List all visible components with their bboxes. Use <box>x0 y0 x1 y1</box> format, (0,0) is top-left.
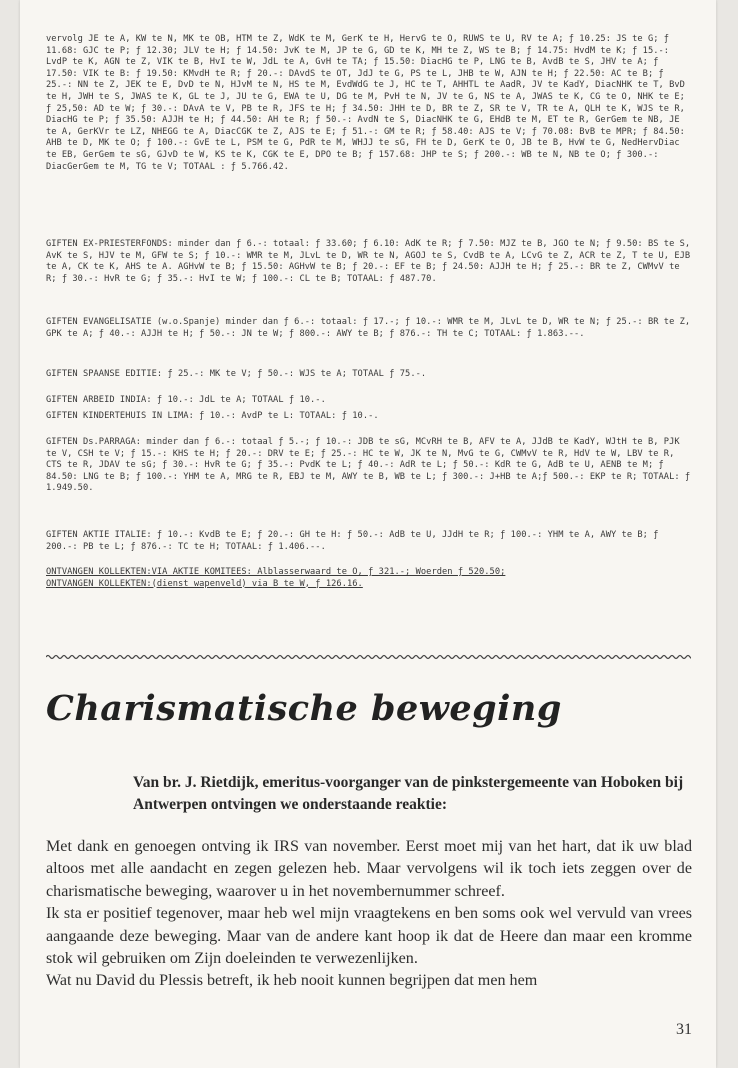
collection-line: ONTVANGEN KOLLEKTEN:(dienst wapenveld) via B te W, ƒ 126.16. <box>46 578 363 589</box>
article-paragraph: Met dank en genoegen ontving ik IRS van november. Eerst moet mij van het hart, dat ik uw blad altoos met alle aandacht en zegen gelezen heb. Maar vervolgens wil ik toch iets zeggen over de charismatische beweging, waarover u in het novembernummer schreef. <box>46 838 692 900</box>
donations-ex-priesterfonds <box>46 239 691 285</box>
donations-list-continued <box>46 34 691 173</box>
section-text: GIFTEN ARBEID INDIA: ƒ 10.-: JdL te A; TOTAAL ƒ 10.-. <box>46 395 326 405</box>
donations-arbeid-india <box>46 395 691 407</box>
donations-aktie-italie <box>46 530 691 553</box>
collection-line: ONTVANGEN KOLLEKTEN:VIA AKTIE KOMITEES: Alblasserwaard te O, ƒ 321.-; Woerden ƒ 520.50; <box>46 567 506 577</box>
donations-spaanse-editie <box>46 369 691 381</box>
article-body <box>46 836 692 993</box>
section-text: vervolg JE te A, KW te N, MK te OB, HTM te Z, WdK te M, GerK te H, HervG te O, RUWS te U, RV te A; ƒ 10.25: JS te G; ƒ 11.68: GJC te P; ƒ 12.30; JLV te H; ƒ 14.50: JvK te M, JP te G, GD te K, MH te Z, WS te B; ƒ 14.75: HvdM te K; ƒ 15.-: LvdP te K, AGN te Z, VIK te B, HvI te W, JdL te A, GvH te TA; ƒ 15.50: DiacHG te P, LNG te B, AvdB te S, JHV te A; ƒ 17.50: VIK te B: ƒ 19.50: KMvdH te R; ƒ 20.-: DAvdS te OT, JdJ te G, PS te L, JHB te W, AJN te H; ƒ 22.50: AC te B; ƒ 25.-: NN te Z, JEK te E, DvD te N, HJvM te N, HS te M, EvdWdG te J, HC te T, AHHTL te AadR, JV te KadY, DiacNHK te T, BvD te H, JWH te S, JWAS te K, GL te J, JU te G, EWA te U, DG te M, PvH te N, JV te G, NS te A, JWAS te K, CG te O, NHK te E; ƒ 25,50: AD te W; ƒ 30.-: DAvA te V, PB te R, JFS te H; ƒ 34.50: JHH te D, BR te Z, SR te V, TR te A, QLH te K, WJS te R, DiacHG te P; ƒ 35.50: AJJH te H; ƒ 44.50: AH te R; ƒ 50.-: AvdN te S, DiacNHK te G, EHdB te M, ET te R, GerGem te NB, JE te A, GerKVr te LZ, NHEGG te A, DiacCGK te Z, AJS te E; ƒ 51.-: GM te R; ƒ 58.40: AJS te V; ƒ 70.08: BvB te MPR; ƒ 84.50: AHB te D, MK te O; ƒ 100.-: GvE te L, PSM te G, PdR te M, WHJJ te sG, FH te D, GerK te O, JB te B, HvW te G, NedHervDiac te EB, GerGem te sG, GJvD te W, KS te K, CGK te E, DPO te B; ƒ 157.68: JHP te S; ƒ 200.-: WB te N, NB te O; ƒ 300.-: DiacGerGem te M, TG te V; TOTAAL : ƒ 5.766.42. <box>46 34 685 172</box>
section-text: GIFTEN Ds.PARRAGA: minder dan ƒ 6.-: totaal ƒ 5.-; ƒ 10.-: JDB te sG, MCvRH te B, AFV te A, JJdB te KadY, WJtH te B, PJK te V, CSH te V; ƒ 15.-: KHS te H; ƒ 20.-: DRV te E; ƒ 25.-: HC te W, JK te N, MvG te G, CWMvV te R, HdV te W, LBV te R, CTS te R, JDAV te sG; ƒ 30.-: HvR te G; ƒ 35.-: PvdK te L; ƒ 40.-: AdR te L; ƒ 50.-: KdR te G, AdB te U, AENB te M; ƒ 84.50: LNG te B; ƒ 100.-: YHM te A, MRG te R, EBJ te M, AWY te B, WB te L; ƒ 300.-: J+HB te A;ƒ 500.-: EKP te R; TOTAAL: ƒ 1.949.50. <box>46 437 691 494</box>
section-text: GIFTEN SPAANSE EDITIE: ƒ 25.-: MK te V; ƒ 50.-: WJS te A; TOTAAL ƒ 75.-. <box>46 369 427 379</box>
donations-evangelisatie <box>46 317 691 340</box>
article-paragraph: Wat nu David du Plessis betreft, ik heb nooit kunnen begrijpen dat men hem <box>46 972 538 990</box>
article-title: Charismatische beweging <box>46 688 562 729</box>
section-text: GIFTEN KINDERTEHUIS IN LIMA: ƒ 10.-: AvdP te L: TOTAAL: ƒ 10.-. <box>46 411 379 421</box>
wavy-divider <box>46 653 691 661</box>
donations-parraga <box>46 437 691 495</box>
article-intro: Van br. J. Rietdijk, emeritus-voorganger van de pinkstergemeente van Hoboken bij Antwerpen ontvingen we onderstaande reaktie: <box>133 774 684 813</box>
donations-kindertehuis-lima <box>46 411 691 423</box>
article-paragraph: Ik sta er positief tegenover, maar heb wel mijn vraagtekens en ben soms ook wel vervuld van vrees aangaande deze beweging. Maar van de andere kant hoop ik dat de Heere dan maar een kromme stok wil gebruiken om Zijn doeleinden te verwezenlijken. <box>46 905 692 968</box>
section-text: GIFTEN AKTIE ITALIE: ƒ 10.-: KvdB te E; ƒ 20.-: GH te H: ƒ 50.-: AdB te U, JJdH te R; ƒ 100.-: YHM te A, AWY te B; ƒ 200.-: PB te L; ƒ 876.-: TC te H; TOTAAL: ƒ 1.406.--. <box>46 530 659 552</box>
section-text: GIFTEN EX-PRIESTERFONDS: minder dan ƒ 6.-: totaal: ƒ 33.60; ƒ 6.10: AdK te R; ƒ 7.50: MJZ te B, JGO te N; ƒ 9.50: BS te S, AvK te S, HJV te M, GFW te S; ƒ 10.-: WMR te M, JLvL te D, WR te N, AGOJ te S, CvdB te A, LCvG te Z, ACR te Z, T te U, EJB te A, CK te K, AHS te A. AGHvW te B; ƒ 15.50: AGHvW te B; ƒ 20.-: EF te B; ƒ 24.50: AJJH te H; ƒ 25.-: BR te Z, CWMvV te R; ƒ 30.-: HvR te G; ƒ 35.-: HvI te W; ƒ 100.-: CL te B; TOTAAL: ƒ 487.70. <box>46 239 691 284</box>
magazine-page <box>20 0 716 1068</box>
page-number: 31 <box>676 1021 692 1038</box>
section-text: GIFTEN EVANGELISATIE (w.o.Spanje) minder dan ƒ 6.-: totaal: ƒ 17.-; ƒ 10.-: WMR te M, JLvL te D, WR te N; ƒ 25.-: BR te Z, GPK te A; ƒ 40.-: AJJH te H; ƒ 50.-: JN te W; ƒ 800.-: AWY te B; ƒ 876.-: TH te C; TOTAAL: ƒ 1.863.--. <box>46 317 691 339</box>
received-collections <box>46 567 691 590</box>
